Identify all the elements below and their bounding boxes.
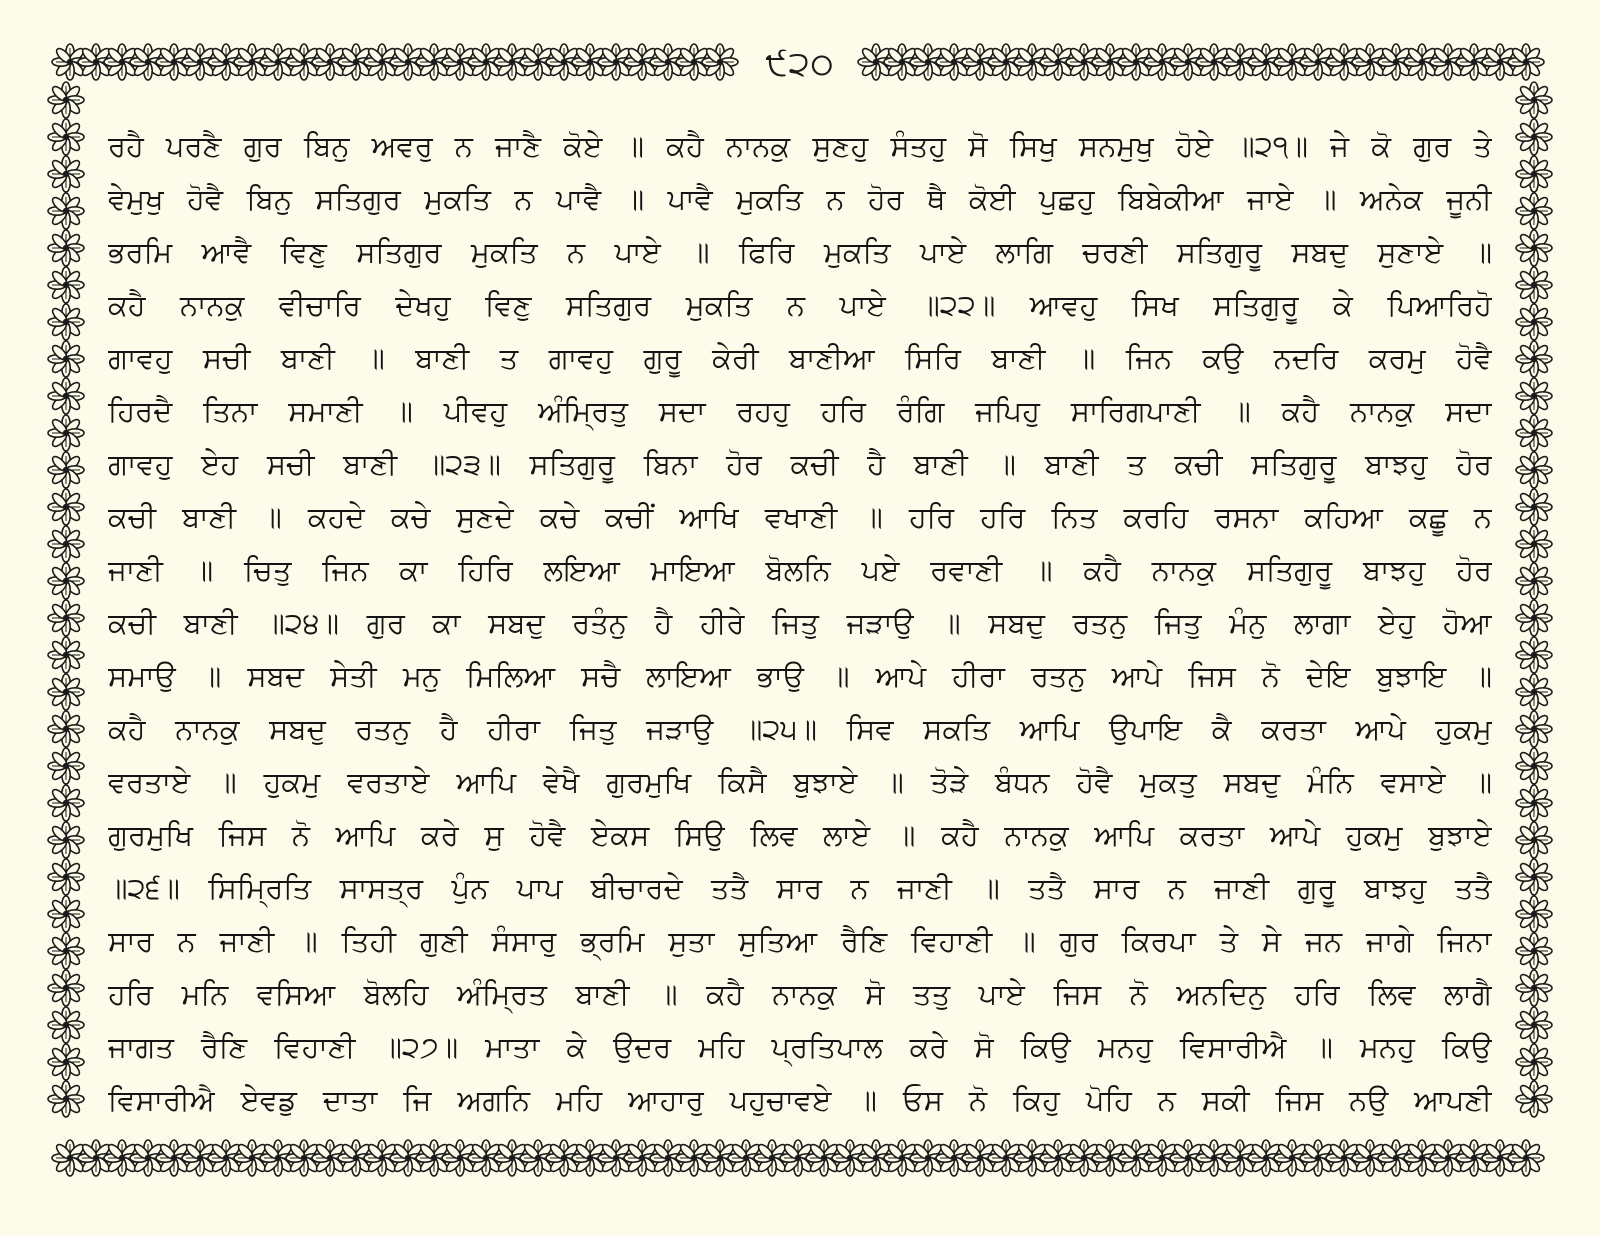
text-line: ਭਰਮਿ ਆਵੈ ਵਿਣੁ ਸਤਿਗੁਰ ਮੁਕਤਿ ਨ ਪਾਏ ॥ ਫਿਰਿ ਮੁਕਤਿ ਪਾਏ ਲਾਗਿ ਚਰਣੀ ਸਤਿਗੁਰੂ ਸਬਦੁ ਸੁਣਾਏ ॥ [108,235,1492,269]
flower-icon [1516,563,1552,599]
flower-icon [1516,267,1552,303]
text-line: ਕਚੀ ਬਾਣੀ ॥ ਕਹਦੇ ਕਚੇ ਸੁਣਦੇ ਕਚੇ ਕਚੀਂ ਆਖਿ ਵਖਾਣੀ ॥ ਹਰਿ ਹਰਿ ਨਿਤ ਕਰਹਿ ਰਸਨਾ ਕਹਿਆ ਕਛੂ ਨ [108,500,1492,534]
flower-icon [48,822,84,858]
text-line: ਕਚੀ ਬਾਣੀ ॥੨੪॥ ਗੁਰ ਕਾ ਸਬਦੁ ਰਤੰਨੁ ਹੈ ਹੀਰੇ ਜਿਤੁ ਜੜਾਉ ॥ ਸਬਦੁ ਰਤਨੁ ਜਿਤੁ ਮੰਨੁ ਲਾਗਾ ਏਹੁ ਹੋਆ [108,606,1492,640]
flower-icon [48,711,84,747]
flower-icon [1516,674,1552,710]
flower-icon [1516,230,1552,266]
flower-icon [48,230,84,266]
flower-icon [48,378,84,414]
flower-icon [48,526,84,562]
flower-icon [48,452,84,488]
text-line: ਵੇਮੁਖੁ ਹੋਵੈ ਬਿਨੁ ਸਤਿਗੁਰ ਮੁਕਤਿ ਨ ਪਾਵੈ ॥ ਪਾਵੈ ਮੁਕਤਿ ਨ ਹੋਰ ਥੈ ਕੋਈ ਪੁਛਹੁ ਬਿਬੇਕੀਆ ਜਾਏ ॥ ਅਨੇਕ ਜੂਨੀ [108,182,1492,216]
flower-icon [1516,859,1552,895]
flower-icon [1508,44,1544,80]
flower-icon [48,489,84,525]
flower-icon [1516,600,1552,636]
text-line: ਹਰਿ ਮਨਿ ਵਸਿਆ ਬੋਲਹਿ ਅੰਮ੍ਰਿਤ ਬਾਣੀ ॥ ਕਹੈ ਨਾਨਕੁ ਸੋ ਤਤੁ ਪਾਏ ਜਿਸ ਨੋ ਅਨਦਿਨੁ ਹਰਿ ਲਿਵ ਲਾਗੈ [108,977,1492,1011]
flower-icon [1516,156,1552,192]
flower-icon [48,637,84,673]
flower-icon [1516,415,1552,451]
text-line: ॥੨੬॥ ਸਿਮ੍ਰਿਤਿ ਸਾਸਤ੍ਰ ਪੁੰਨ ਪਾਪ ਬੀਚਾਰਦੇ ਤਤੈ ਸਾਰ ਨ ਜਾਣੀ ॥ ਤਤੈ ਸਾਰ ਨ ਜਾਣੀ ਗੁਰੂ ਬਾਝਹੁ ਤਤੈ [108,871,1492,905]
text-line: ਕਹੈ ਨਾਨਕੁ ਸਬਦੁ ਰਤਨੁ ਹੈ ਹੀਰਾ ਜਿਤੁ ਜੜਾਉ ॥੨੫॥ ਸਿਵ ਸਕਤਿ ਆਪਿ ਉਪਾਇ ਕੈ ਕਰਤਾ ਆਪੇ ਹੁਕਮੁ [108,712,1492,746]
flower-icon [1516,341,1552,377]
flower-icon [1516,1007,1552,1043]
text-line: ਗਾਵਹੁ ਏਹ ਸਚੀ ਬਾਣੀ ॥੨੩॥ ਸਤਿਗੁਰੂ ਬਿਨਾ ਹੋਰ ਕਚੀ ਹੈ ਬਾਣੀ ॥ ਬਾਣੀ ਤ ਕਚੀ ਸਤਿਗੁਰੂ ਬਾਝਹੁ ਹੋਰ [108,447,1492,481]
flower-icon [48,970,84,1006]
flower-icon [1508,1140,1544,1176]
flower-icon [1516,378,1552,414]
flower-icon [1516,970,1552,1006]
flower-icon [1516,896,1552,932]
flower-icon [1516,526,1552,562]
flower-icon [48,785,84,821]
flower-icon [1516,933,1552,969]
text-line: ਸਮਾਉ ॥ ਸਬਦ ਸੇਤੀ ਮਨੁ ਮਿਲਿਆ ਸਚੈ ਲਾਇਆ ਭਾਉ ॥ ਆਪੇ ਹੀਰਾ ਰਤਨੁ ਆਪੇ ਜਿਸ ਨੋ ਦੇਇ ਬੁਝਾਇ ॥ [108,659,1492,693]
text-line: ਵਿਸਾਰੀਐ ਏਵਡੁ ਦਾਤਾ ਜਿ ਅਗਨਿ ਮਹਿ ਆਹਾਰੁ ਪਹੁਚਾਵਏ ॥ ਓਸ ਨੋ ਕਿਹੁ ਪੋਹਿ ਨ ਸਕੀ ਜਿਸ ਨਉ ਆਪਣੀ [108,1083,1492,1117]
flower-icon [1516,193,1552,229]
flower-icon [1516,748,1552,784]
text-line: ਸਾਰ ਨ ਜਾਣੀ ॥ ਤਿਹੀ ਗੁਣੀ ਸੰਸਾਰੁ ਭ੍ਰਮਿ ਸੁਤਾ ਸੁਤਿਆ ਰੈਣਿ ਵਿਹਾਣੀ ॥ ਗੁਰ ਕਿਰਪਾ ਤੇ ਸੇ ਜਨ ਜਾਗੇ ਜਿਨਾ [108,924,1492,958]
flower-icon [48,1081,84,1117]
flower-icon [48,896,84,932]
flower-icon [48,600,84,636]
flower-icon [1516,119,1552,155]
flower-icon [48,82,84,118]
text-line: ਹਿਰਦੈ ਤਿਨਾ ਸਮਾਣੀ ॥ ਪੀਵਹੁ ਅੰਮ੍ਰਿਤੁ ਸਦਾ ਰਹਹੁ ਹਰਿ ਰੰਗਿ ਜਪਿਹੁ ਸਾਰਿਗਪਾਣੀ ॥ ਕਹੈ ਨਾਨਕੁ ਸਦਾ [108,394,1492,428]
flower-icon [1516,822,1552,858]
flower-icon [48,193,84,229]
text-line: ਵਰਤਾਏ ॥ ਹੁਕਮੁ ਵਰਤਾਏ ਆਪਿ ਵੇਖੈ ਗੁਰਮੁਖਿ ਕਿਸੈ ਬੁਝਾਏ ॥ ਤੋੜੇ ਬੰਧਨ ਹੋਵੈ ਮੁਕਤੁ ਸਬਦੁ ਮੰਨਿ ਵਸਾਏ ॥ [108,765,1492,799]
flower-icon [1516,711,1552,747]
flower-icon [48,674,84,710]
flower-icon [1516,1081,1552,1117]
flower-icon [1516,785,1552,821]
flower-icon [48,341,84,377]
text-line: ਜਾਗਤ ਰੈਣਿ ਵਿਹਾਣੀ ॥੨੭॥ ਮਾਤਾ ਕੇ ਉਦਰ ਮਹਿ ਪ੍ਰਤਿਪਾਲ ਕਰੇ ਸੋ ਕਿਉ ਮਨਹੁ ਵਿਸਾਰੀਐ ॥ ਮਨਹੁ ਕਿਉ [108,1030,1492,1064]
text-line: ਗੁਰਮੁਖਿ ਜਿਸ ਨੋ ਆਪਿ ਕਰੇ ਸੁ ਹੋਵੈ ਏਕਸ ਸਿਉ ਲਿਵ ਲਾਏ ॥ ਕਹੈ ਨਾਨਕੁ ਆਪਿ ਕਰਤਾ ਆਪੇ ਹੁਕਮੁ ਬੁਝਾਏ [108,818,1492,852]
flower-icon [1516,304,1552,340]
flower-icon [48,859,84,895]
flower-icon [1516,1044,1552,1080]
flower-icon [48,563,84,599]
flower-icon [48,415,84,451]
flower-icon [1516,637,1552,673]
flower-icon [48,748,84,784]
gurbani-text-block [108,120,1492,1117]
flower-icon [48,304,84,340]
flower-icon [1516,489,1552,525]
flower-icon [48,933,84,969]
flower-icon [48,1044,84,1080]
flower-icon [48,119,84,155]
text-line: ਗਾਵਹੁ ਸਚੀ ਬਾਣੀ ॥ ਬਾਣੀ ਤ ਗਾਵਹੁ ਗੁਰੂ ਕੇਰੀ ਬਾਣੀਆ ਸਿਰਿ ਬਾਣੀ ॥ ਜਿਨ ਕਉ ਨਦਰਿ ਕਰਮੁ ਹੋਵੈ [108,341,1492,375]
flower-icon [48,1007,84,1043]
text-line: ਜਾਣੀ ॥ ਚਿਤੁ ਜਿਨ ਕਾ ਹਿਰਿ ਲਇਆ ਮਾਇਆ ਬੋਲਨਿ ਪਏ ਰਵਾਣੀ ॥ ਕਹੈ ਨਾਨਕੁ ਸਤਿਗੁਰੂ ਬਾਝਹੁ ਹੋਰ [108,553,1492,587]
text-line: ਕਹੈ ਨਾਨਕੁ ਵੀਚਾਰਿ ਦੇਖਹੁ ਵਿਣੁ ਸਤਿਗੁਰ ਮੁਕਤਿ ਨ ਪਾਏ ॥੨੨॥ ਆਵਹੁ ਸਿਖ ਸਤਿਗੁਰੂ ਕੇ ਪਿਆਰਿਹੋ [108,288,1492,322]
page-number: ੯੨੦ [765,44,835,84]
flower-icon [48,267,84,303]
flower-icon [1516,452,1552,488]
flower-icon [702,44,738,80]
text-line: ਰਹੈ ਪਰਣੈ ਗੁਰ ਬਿਨੁ ਅਵਰੁ ਨ ਜਾਣੈ ਕੋਏ ॥ ਕਹੈ ਨਾਨਕੁ ਸੁਣਹੁ ਸੰਤਹੁ ਸੋ ਸਿਖੁ ਸਨਮੁਖੁ ਹੋਏ ॥੨੧॥ ਜੇ ਕੋ ਗੁਰ ਤੇ [108,129,1492,163]
flower-icon [48,156,84,192]
flower-icon [1516,82,1552,118]
